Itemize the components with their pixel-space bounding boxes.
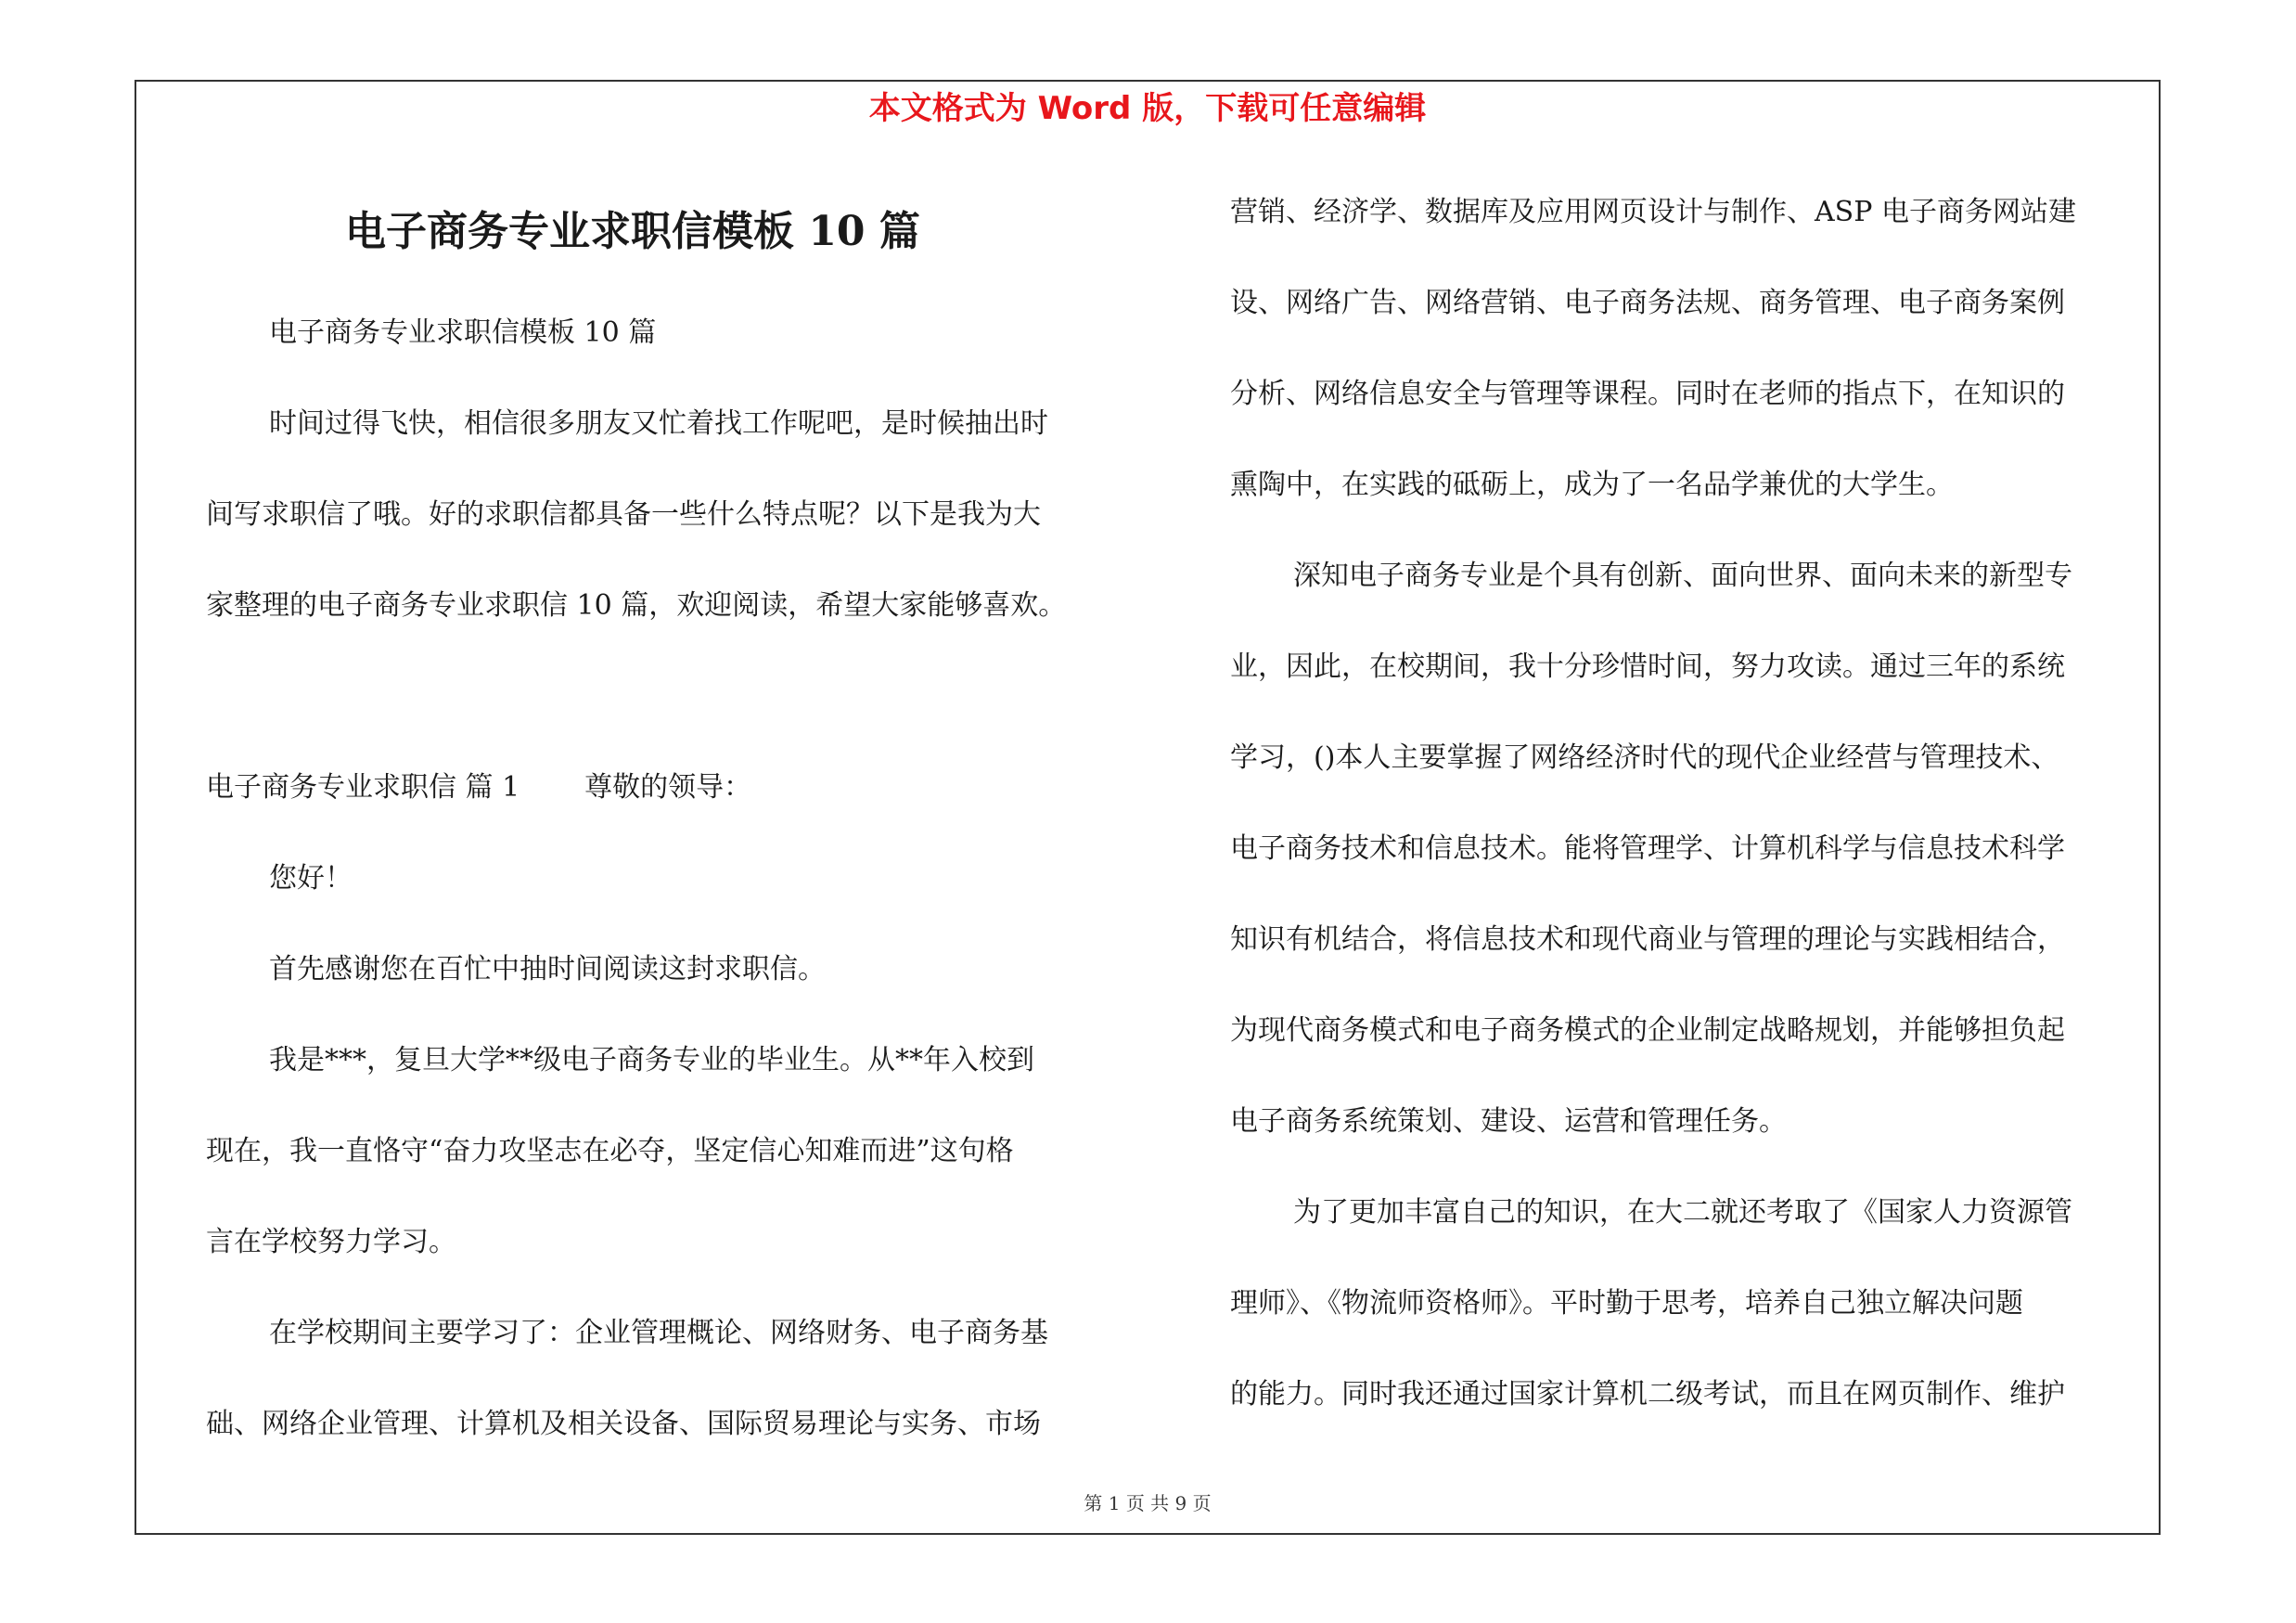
paragraph-line: 分析、网络信息安全与管理等课程。同时在老师的指点下，在知识的 — [1230, 378, 2065, 410]
paragraph-line: 熏陶中，在实践的砥砺上，成为了一名品学兼优的大学生。 — [1230, 469, 1954, 501]
paragraph-line: 学习，()本人主要掌握了网络经济时代的现代企业经营与管理技术、 — [1230, 741, 2059, 774]
paragraph-line: 在学校期间主要学习了：企业管理概论、网络财务、电子商务基 — [269, 1317, 1048, 1349]
intro-title: 电子商务专业求职信模板 10 篇 — [269, 316, 657, 349]
paragraph-line: 电子商务系统策划、建设、运营和管理任务。 — [1230, 1105, 1787, 1138]
paragraph-line: 为现代商务模式和电子商务模式的企业制定战略规划，并能够担负起 — [1230, 1014, 2065, 1047]
paragraph-line: 的能力。同时我还通过国家计算机二级考试，而且在网页制作、维护 — [1230, 1378, 2065, 1410]
intro-line: 时间过得飞快，相信很多朋友又忙着找工作呢吧，是时候抽出时 — [269, 407, 1048, 440]
paragraph-line: 营销、经济学、数据库及应用网页设计与制作、ASP 电子商务网站建 — [1230, 196, 2076, 228]
document-title: 电子商务专业求职信模板 10 篇 — [345, 208, 920, 255]
left-column — [206, 186, 1152, 1470]
greeting: 您好！ — [269, 862, 353, 895]
paragraph-line: 现在，我一直恪守“奋力攻坚志在必夺，坚定信心知难而进”这句格 — [206, 1135, 1014, 1167]
thanks-line: 首先感谢您在百忙中抽时间阅读这封求职信。 — [269, 953, 826, 985]
right-column — [1230, 167, 2172, 1440]
paragraph-line: 设、网络广告、网络营销、电子商务法规、商务管理、电子商务案例 — [1230, 287, 2065, 319]
paragraph-line: 为了更加丰富自己的知识，在大二就还考取了《国家人力资源管 — [1293, 1196, 2072, 1229]
section-label: 电子商务专业求职信 篇 1 — [206, 771, 520, 804]
page-number-footer: 第 1 页 共 9 页 — [1084, 1492, 1212, 1514]
paragraph-line: 言在学校努力学习。 — [206, 1226, 456, 1258]
paragraph-line: 业，因此，在校期间，我十分珍惜时间，努力攻读。通过三年的系统 — [1230, 650, 2065, 683]
format-banner: 本文格式为 Word 版，下载可任意编辑 — [868, 90, 1427, 127]
paragraph-line: 理师》、《物流师资格师》。平时勤于思考，培养自己独立解决问题 — [1230, 1287, 2023, 1320]
salutation: 尊敬的领导： — [584, 771, 752, 804]
intro-line: 家整理的电子商务专业求职信 10 篇，欢迎阅读，希望大家能够喜欢。 — [206, 589, 1067, 622]
paragraph-line: 电子商务技术和信息技术。能将管理学、计算机科学与信息技术科学 — [1230, 832, 2065, 865]
paragraph-line: 我是***，复旦大学**级电子商务专业的毕业生。从**年入校到 — [269, 1044, 1034, 1076]
paragraph-line: 深知电子商务专业是个具有创新、面向世界、面向未来的新型专 — [1293, 560, 2072, 592]
spacer — [206, 651, 1152, 742]
intro-line: 间写求职信了哦。好的求职信都具备一些什么特点呢？以下是我为大 — [206, 498, 1041, 531]
paragraph-line: 知识有机结合，将信息技术和现代商业与管理的理论与实践相结合， — [1230, 923, 2065, 956]
paragraph-line: 础、网络企业管理、计算机及相关设备、国际贸易理论与实务、市场 — [206, 1408, 1041, 1440]
section-heading — [206, 742, 1152, 833]
